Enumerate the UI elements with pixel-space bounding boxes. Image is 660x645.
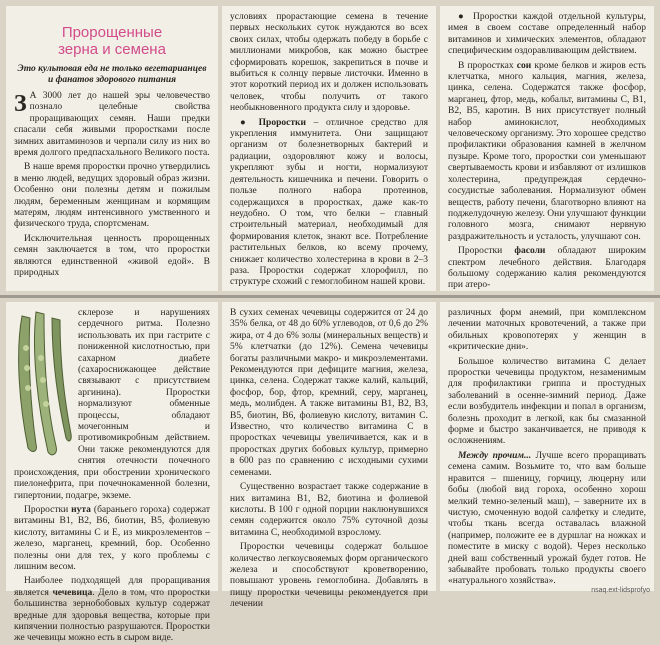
- lead-word: Проростки: [258, 117, 306, 128]
- paragraph-text: Наиболее подходящей для проращивания является: [14, 576, 210, 598]
- title-line-1: Пророщенные: [61, 24, 163, 41]
- paragraph: Большое количество витамина С делает проростки чечевицы продуктом, незаменимым для профилактики гриппа и простудных заболеваний в осенне-зимний период. Даже если возбудитель инфекции и попал в организм, болезнь проходит в легкой, как бы смазанной форме и быстро заканчивается, не приводя к осложнениям.: [448, 356, 646, 447]
- column-3: [440, 6, 654, 291]
- title-line-2: зерна и семена: [58, 41, 166, 58]
- paragraph: Проростки чечевицы содержат большое количество легкоусвояемых форм органического железа и способствуют кроветворению, повышают уровень гемоглобина. Добавлять в пищу проростки чечевицы рекомендуется при лечении: [230, 542, 428, 610]
- paragraph-text: А 3000 лет до нашей эры человечество познало целебные свойства проращивающих семян. Наши предки спасали себя живыми проростками после зимних авитаминозов и черпали силу из них во время долгого предпасхального Великого поста.: [14, 91, 210, 159]
- paragraph: В наше время проростки прочно утвердились в меню людей, ведущих здоровый образ жизни. Особенно они полезны детям и пожилым людям, беременным женщинам и кормящим матерям, людям интенсивного умственного и физического труда, спортсменам.: [14, 162, 210, 230]
- column-5: [222, 302, 436, 610]
- paragraph-text: . Дело в том, что проростки большинства зернобобовых культур содержат вредные для здоровья вещества, которые при кипячении полностью разрушаются. Проростки же чечевицы можно есть в сыром виде.: [14, 587, 210, 644]
- paragraph-text: Проростки: [458, 246, 515, 257]
- article-title: [14, 24, 210, 58]
- paragraph: [14, 91, 210, 159]
- lead-word: нута: [71, 504, 91, 515]
- column-6: [440, 302, 654, 591]
- paragraph: [448, 246, 646, 292]
- paragraph: [448, 12, 646, 58]
- paragraph: различных форм анемий, при комплексном лечении маточных кровотечений, а также при обильных кровопотерях у женщин в «критические дни».: [448, 308, 646, 353]
- paragraph: В сухих семенах чечевицы содержится от 24 до 35% белка, от 48 до 60% углеводов, от 0,6 до 2% жира, от 4 до 6% золы (минеральных веществ) и 5% клетчатки (до 12%). Семена чечевицы богаты различными макро- и микроэлементами. Рекомендуются при дефиците магния, железа, цинка, селена. Содержат также калий, кальций, фосфор, бор, фтор, кремний, серу, марганец, медь, молибден. А также витамины В1, В2, В3, В5, биотин, В6, фолиевую кислоту, витамин С. Известно, что количество витамина С в проростках чечевицы увеличивается, как и в проростках других бобовых культур, примерно в 600 раз по сравнению с исходными сухими семенами.: [230, 308, 428, 478]
- lead-word: чечевица: [52, 587, 93, 598]
- paragraph-text: В проростках: [458, 60, 517, 71]
- paragraph-text: – отличное средство для укрепления иммунитета. Они защищают организм от болезнетворных бактерий и радиации, оздоровляют кожу и волосы, укрепляют зубы и ногти, нормализуют деятельность кишечника и печени. Говорить о пользе полного набора протеинов, содержащихся в проростках, даже как-то неудобно. О том, что белки – главный строительный материал, необходимый для формирования клеток, знают все. Потребление растительных белков, ко всему прочему, снижает количество холестерина в крови в 2–3 раза. Проростки содержат хлорофилл, по структуре схожий с гемоглобином нашей крови.: [230, 117, 428, 288]
- column-1: [6, 6, 218, 291]
- bullet-icon: ●: [458, 12, 473, 22]
- article-subtitle: Это культовая еда не только вегетарианцев и фанатов здорового питания: [17, 64, 207, 85]
- paragraph: склерозе и нарушениях сердечного ритма. Полезно использовать их при гастрите с пониженной кислотностью, при сахарном диабете (сахароснижающее действие связывают с присутствием аргинина). Проростки нормализуют обменные процессы, обладают мочегонным и противомикробным действием. Они также рекомендуются для снятия отечности почечного происхождения, при обострении хронического пиелонефрита, при почечнокаменной болезни, гипертонии, подагре, экземе.: [14, 308, 210, 501]
- paragraph-text: (бараньего гороха) содержат витамины В1, В2, В6, биотин, В5, фолиевую кислоту, витамины С и Е, из микроэлементов – железо, марганец, кремний, бор. Особенно полезны они для тех, у кого проблемы с лишним весом.: [14, 504, 210, 572]
- paragraph: [230, 118, 428, 289]
- paragraph: условиях прорастающие семена в течение первых нескольких суток нуждаются во всех своих силах, чтобы одержать победу в борьбе с миллионами микробов, как можно быстрее сформировать корешок, закрепиться в почве и выбиться к солнцу первые листочки. Именно в этот короткий период их и должен использовать человек, чтобы получить от такого необыкновенного продукта силу и здоровье.: [230, 12, 428, 114]
- lead-word: Между прочим...: [458, 450, 532, 461]
- paragraph-text: Лучше всего проращивать семена самим. Возьмите то, что вам больше нравится – пшеницу, горчицу, люцерну или бобы (любой вид гороха, особенно хорош мелкий темно-зеленый маш), – заверните их в чистую, смоченную водой салфетку и следите, чтобы ткань всегда оставалась влажной (например, положите ее в дуршлаг на ножках и поместите в миску с водой). Через несколько дней ваш собственный урожай будет готов. Не забывайте пробовать только продукты своего «натурального хозяйства».: [448, 450, 647, 587]
- section-divider: [0, 295, 660, 298]
- pea-pods-illustration: [14, 308, 72, 458]
- paragraph: Существенно возрастает также содержание в них витамина В1, В2, биотина и фолиевой кислоты. В 100 г одной порции наклюнувшихся семян содержится около 75% суточной дозы витамина С, необходимой взрослому.: [230, 482, 428, 538]
- paragraph-text: кроме белков и жиров есть клетчатка, много кальция, магния, железа, цинка, селена. Содержатся также фосфор, марганец, фтор, медь, кобальт, витамины С, В1, В2, В5, каротин. В них присутствует полный набор аминокислот, необходимых человеческому организму. Это хорошее средство профилактики образования камней в желчном пузыре. Кроме того, проростки сои уменьшают свертываемость крови и избавляют от излишков холестерина, предупреждая сердечно-сосудистые заболевания. Нормализуют обмен веществ, работу печени, благотворно влияют на поджелудочную железу. Они улучшают функции головного мозга, снимают нервную раздражительность и усталость, улучшают сон.: [448, 60, 646, 242]
- column-4: [6, 302, 218, 644]
- lead-word: фасоли: [514, 246, 546, 257]
- bullet-icon: ●: [240, 117, 259, 128]
- paragraph-text: Проростки каждой отдельной культуры, имея в своем составе определенный набор витаминов и химических элементов, обладают специфическим оздоравливающим действием.: [448, 12, 646, 57]
- column-2: [222, 6, 436, 291]
- paragraph: [448, 451, 646, 588]
- paragraph: Исключительная ценность пророщенных семян заключается в том, что проростки являются единственной «живой едой». В природных: [14, 233, 210, 279]
- paragraph-text: обладают широким спектром лечебного действия. Благодаря большому содержанию калия рекомендуются при атеро-: [448, 246, 646, 291]
- paragraph: [14, 505, 210, 573]
- paragraph: [448, 61, 646, 244]
- drop-cap: З: [14, 91, 27, 117]
- watermark: nsaq.ext-lidsprofyo: [591, 587, 650, 594]
- paragraph: [14, 576, 210, 644]
- lead-word: сои: [516, 60, 532, 71]
- paragraph-text: Проростки: [24, 504, 72, 515]
